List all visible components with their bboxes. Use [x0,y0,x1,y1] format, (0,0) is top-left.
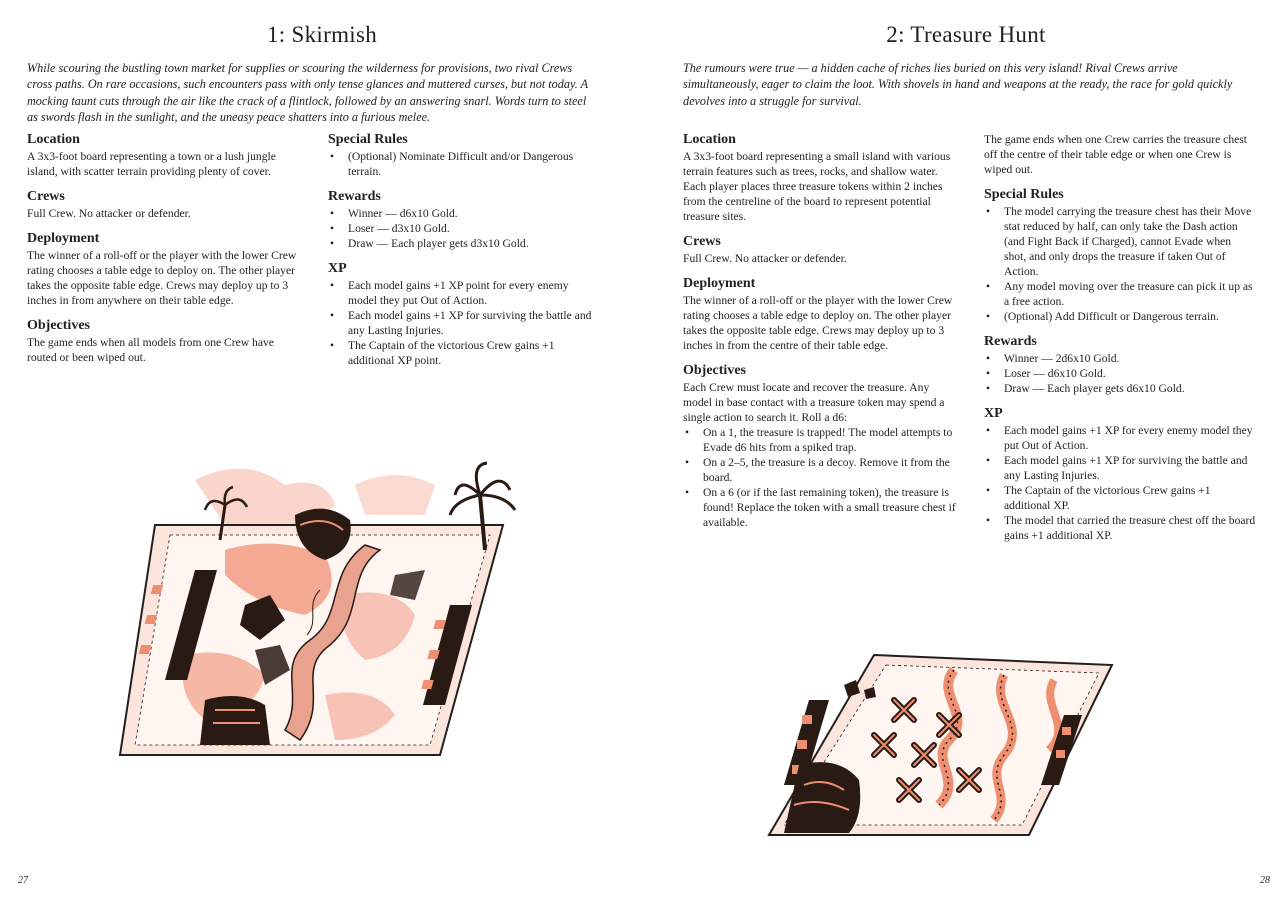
right-column [328,132,600,368]
list-item: • The Captain of the victorious Crew gains +1 additional XP. [984,483,1256,513]
objectives-text: The game ends when all models from one Crew have routed or been wiped out. [27,336,274,364]
left-column [683,132,959,530]
list-item: • Winner — d6x10 Gold. [328,206,600,221]
list-item: • (Optional) Add Difficult or Dangerous terrain. [984,309,1256,324]
list-item: • Loser — d6x10 Gold. [984,366,1256,381]
deployment-text: The winner of a roll-off or the player with the lower Crew rating chooses a table edge to deploy on. The other player takes the opposite table edge. Crews may deploy up to 3 inches in from anywhere on their table edge. [27,249,297,307]
location-text: A 3x3-foot board representing a small island with various terrain features such as trees, rocks, and shallow water. Each player places three treasure tokens within 2 inches from the centreline of the board to represent potential treasure sites. [683,150,951,223]
objectives-list [683,425,959,530]
xp-heading: XP [328,261,347,276]
xp-list [328,278,600,368]
right-column [984,132,1256,543]
location-text: A 3x3-foot board representing a town or a lush jungle island, with scatter terrain providing plenty of cover. [27,150,276,178]
special-rules-list [328,149,600,179]
xp-heading: XP [984,406,1003,421]
rewards-list [984,351,1256,396]
intro-text: The rumours were true — a hidden cache of riches lies buried on this very island! Rival Crews arrive simultaneously, eager to claim the loot. With shovels in hand and weapons at the ready, the race for gold quickly devolves into a struggle for survival. [683,61,1233,108]
list-item: • Draw — Each player gets d3x10 Gold. [328,236,600,251]
list-item: • On a 2–5, the treasure is a decoy. Remove it from the board. [683,455,959,485]
rewards-heading: Rewards [328,189,381,204]
page-right [644,0,1288,910]
skirmish-map-illustration [95,455,535,785]
page-title: 2: Treasure Hunt [886,22,1046,47]
location-heading: Location [683,132,736,147]
location-heading: Location [27,132,80,147]
crews-heading: Crews [27,189,65,204]
xp-list [984,423,1256,543]
list-item: • Loser — d3x10 Gold. [328,221,600,236]
deployment-text: The winner of a roll-off or the player with the lower Crew rating chooses a table edge to deploy on. The other player takes the opposite table edge. Crews may deploy up to 3 inches in from the centre of their table edge. [683,294,953,352]
crews-text: Full Crew. No attacker or defender. [27,207,191,220]
intro-text: While scouring the bustling town market for supplies or scouring the wilderness for provisions, two rival Crews cross paths. On rare occasions, such encounters pass with only tense glances and muttered curses, but not today. A mocking taunt cuts through the air like the crack of a flintlock, followed by an answering snarl. Words turn to steel as swords flash in the sunlight, and the uneasy peace shatters into a furious melee. [27,61,588,125]
objectives-heading: Objectives [683,363,746,378]
list-item: • Each model gains +1 XP point for every enemy model they put Out of Action. [328,278,600,308]
list-item: • Each model gains +1 XP for every enemy model they put Out of Action. [984,423,1256,453]
list-item: • On a 6 (or if the last remaining token), the treasure is found! Replace the token with a small treasure chest if available. [683,485,959,530]
list-item: • The model that carried the treasure chest off the board gains +1 additional XP. [984,513,1256,543]
end-condition-text: The game ends when one Crew carries the treasure chest off the centre of their table edge or when one Crew is wiped out. [984,133,1247,176]
page-title: 1: Skirmish [266,22,377,47]
list-item: • (Optional) Nominate Difficult and/or Dangerous terrain. [328,149,600,179]
list-item: • On a 1, the treasure is trapped! The model attempts to Evade d6 hits from a spiked trap. [683,425,959,455]
special-rules-heading: Special Rules [984,187,1064,202]
list-item: • Draw — Each player gets d6x10 Gold. [984,381,1256,396]
list-item: • Winner — 2d6x10 Gold. [984,351,1256,366]
list-item: • Each model gains +1 XP for surviving the battle and any Lasting Injuries. [328,308,600,338]
crews-text: Full Crew. No attacker or defender. [683,252,847,265]
rewards-heading: Rewards [984,334,1037,349]
rewards-list [328,206,600,251]
page-number: 27 [18,875,28,886]
list-item: • The Captain of the victorious Crew gains +1 additional XP point. [328,338,600,368]
deployment-heading: Deployment [683,276,756,291]
list-item: • Any model moving over the treasure can pick it up as a free action. [984,279,1256,309]
list-item: • Each model gains +1 XP for surviving the battle and any Lasting Injuries. [984,453,1256,483]
objectives-heading: Objectives [27,318,90,333]
crews-heading: Crews [683,234,721,249]
left-column [27,132,299,365]
objectives-text: Each Crew must locate and recover the treasure. Any model in base contact with a treasure token may spend a single action to search it. Roll a d6: [683,381,945,424]
deployment-heading: Deployment [27,231,100,246]
special-rules-heading: Special Rules [328,132,408,147]
page-number: 28 [1260,875,1270,886]
treasure-hunt-map-illustration [764,645,1124,845]
special-rules-list [984,204,1256,324]
list-item: • The model carrying the treasure chest has their Move stat reduced by half, can only take the Dash action (and Fight Back if Charged), cannot Evade when shot, and only drops the treasure if taken Out of Action. [984,204,1256,279]
